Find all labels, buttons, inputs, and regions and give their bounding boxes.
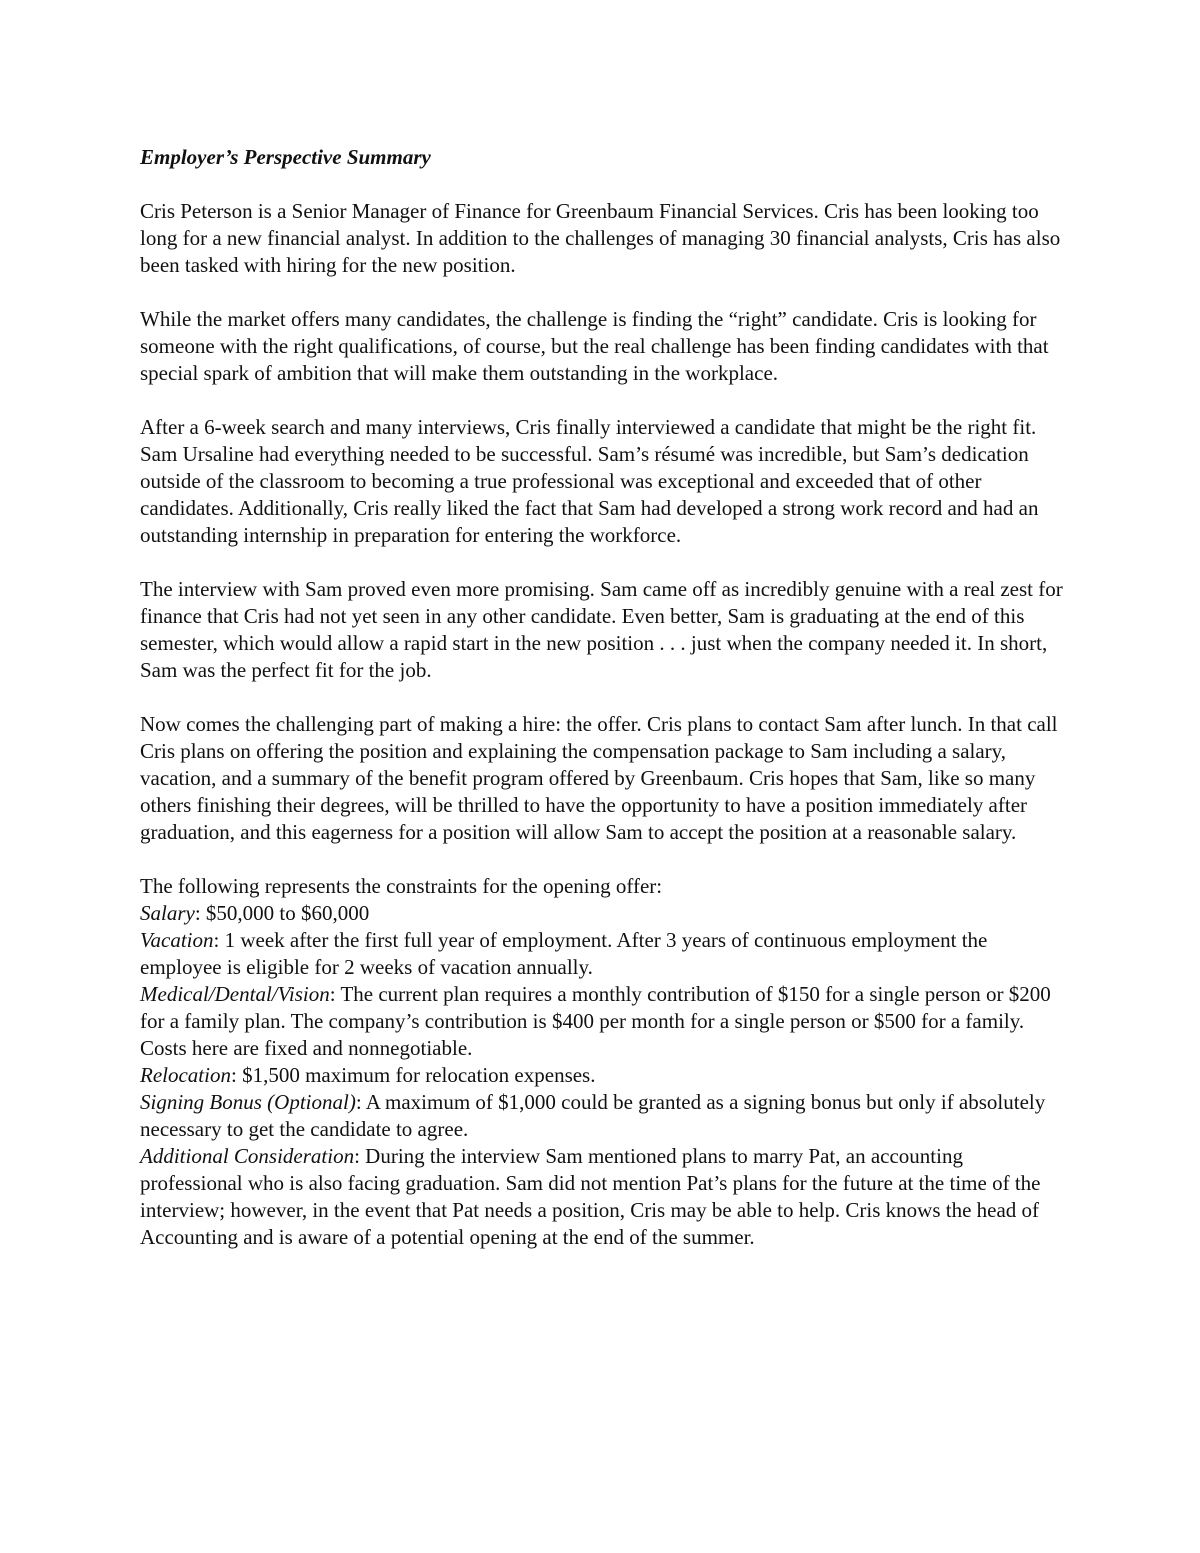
constraint-text: : The current plan requires a monthly contribution of $150 for a single person or $200 for a family plan. The company’s contribution is $400 per month for a single person or $500 for a family. Costs here are fixed and nonnegotiable. [140,982,1051,1060]
paragraph-interview: The interview with Sam proved even more promising. Sam came off as incredibly genuine with a real zest for finance that Cris had not yet seen in any other candidate. Even better, Sam is graduating at the end of this semester, which would allow a rapid start in the new position . . . just when the company needed it. In short, Sam was the perfect fit for the job. [140,577,1063,682]
constraint-label: Medical/Dental/Vision [140,982,330,1006]
paragraph-offer: Now comes the challenging part of making a hire: the offer. Cris plans to contact Sam after lunch. In that call Cris plans on offering the position and explaining the compensation package to Sam including a salary, vacation, and a summary of the benefit program offered by Greenbaum. Cris hopes that Sam, like so many others finishing their degrees, will be thrilled to have the opportunity to have a position immediately after graduation, and this eagerness for a position will allow Sam to accept the position at a reasonable salary. [140,712,1058,844]
constraint-label: Relocation [140,1063,231,1087]
paragraph-search: After a 6-week search and many interviews, Cris finally interviewed a candidate that might be the right fit. Sam Ursaline had everything needed to be successful. Sam’s résumé was incredible, but Sam’s dedication outside of the classroom to becoming a true professional was exceptional and exceeded that of other candidates. Additionally, Cris really liked the fact that Sam had developed a strong work record and had an outstanding internship in preparation for entering the workforce. [140,415,1039,547]
constraint-label: Signing Bonus (Optional) [140,1090,356,1114]
constraint-text: : 1 week after the first full year of employment. After 3 years of continuous employment the employee is eligible for 2 weeks of vacation annually. [140,928,988,979]
constraint-relocation [140,1062,1070,1089]
constraint-text: : During the interview Sam mentioned plans to marry Pat, an accounting professional who is also facing graduation. Sam did not mention Pat’s plans for the future at the time of the interview; however, in the event that Pat needs a position, Cris may be able to help. Cris knows the head of Accounting and is aware of a potential opening at the end of the summer. [140,1144,1041,1249]
constraint-label: Vacation [140,928,214,952]
paragraph-market: While the market offers many candidates, the challenge is finding the “right” candidate. Cris is looking for someone with the right qualifications, of course, but the real challenge has been finding candidates with that special spark of ambition that will make them outstanding in the workplace. [140,307,1049,385]
constraint-medical [140,981,1070,1062]
constraint-vacation [140,927,1070,981]
constraint-text: : A maximum of $1,000 could be granted as a signing bonus but only if absolutely necessary to get the candidate to agree. [140,1090,1046,1141]
constraints-list [140,900,1070,1251]
constraint-salary [140,900,1070,927]
paragraph-intro: Cris Peterson is a Senior Manager of Finance for Greenbaum Financial Services. Cris has been looking too long for a new financial analyst. In addition to the challenges of managing 30 financial analysts, Cris has also been tasked with hiring for the new position. [140,199,1061,277]
constraint-additional-consideration [140,1143,1070,1251]
constraint-label: Additional Consideration [140,1144,355,1168]
constraint-text: : $50,000 to $60,000 [194,901,370,925]
constraint-label: Salary [140,901,195,925]
document-title: Employer’s Perspective Summary [140,145,431,169]
constraints-intro: The following represents the constraints for the opening offer: [140,874,663,898]
constraint-text: : $1,500 maximum for relocation expenses. [230,1063,596,1087]
constraint-signing-bonus [140,1089,1070,1143]
document-page [140,140,1070,1251]
